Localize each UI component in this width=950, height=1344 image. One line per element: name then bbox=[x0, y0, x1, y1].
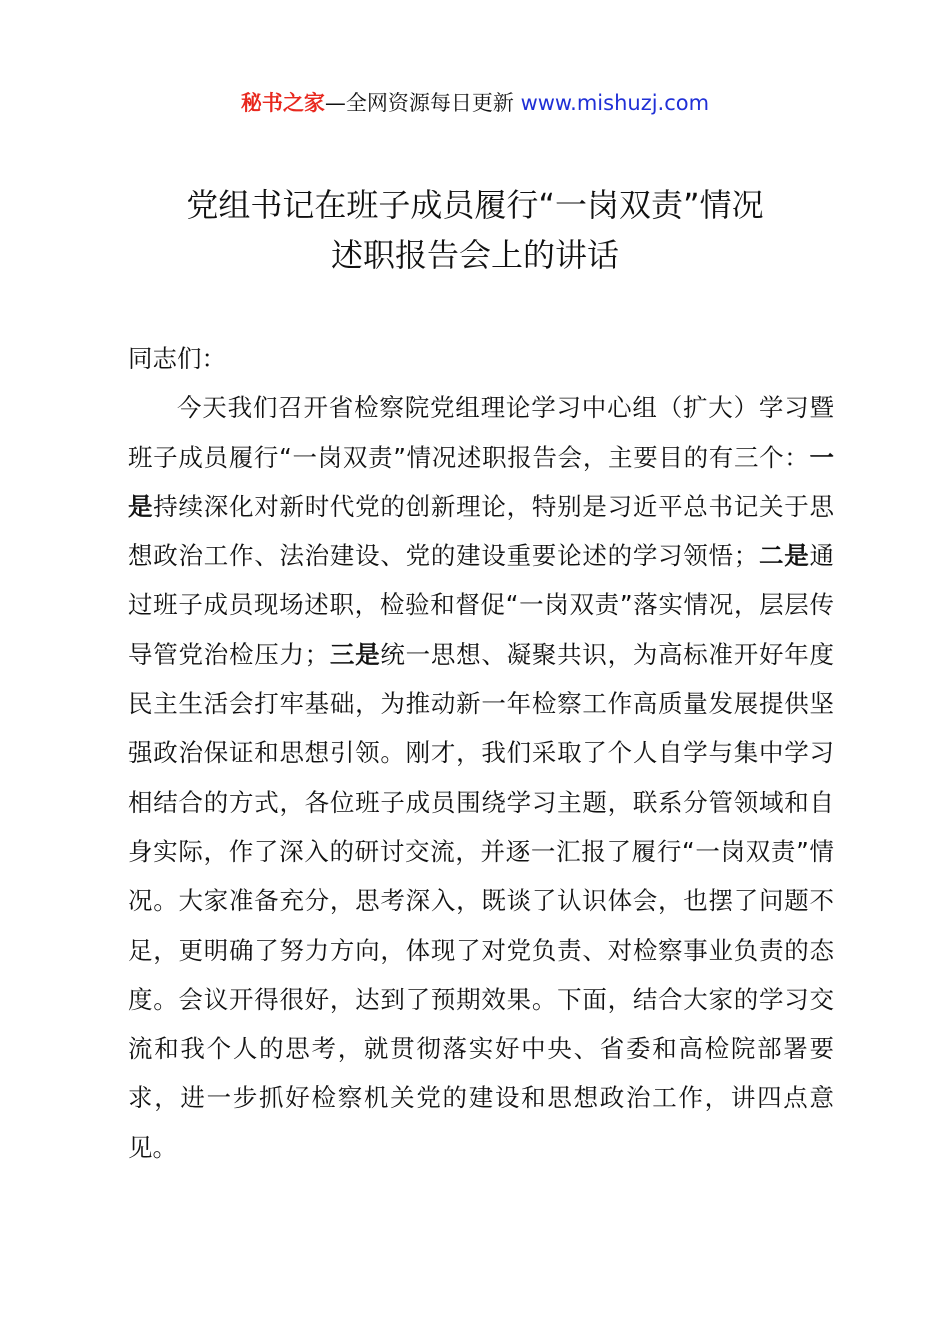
site-brand: 秘书之家 bbox=[240, 91, 325, 115]
point-one-marker: 一是 bbox=[128, 442, 834, 521]
site-header bbox=[0, 88, 950, 118]
site-url-link[interactable]: www.mishuzj.com bbox=[520, 91, 710, 115]
document-title bbox=[80, 180, 870, 280]
salutation: 同志们： bbox=[128, 344, 226, 373]
site-tagline: —全网资源每日更新 bbox=[324, 91, 521, 115]
point-two-marker: 二是 bbox=[758, 541, 810, 571]
title-line-2: 述职报告会上的讲话 bbox=[330, 236, 619, 274]
body-paragraph bbox=[128, 383, 834, 1172]
paragraph-segment-4: 统一思想、凝聚共识，为高标准开好年度民主生活会打牢基础，为推动新一年检察工作高质量发展提供坚强政治保证和思想引领。刚才，我们采取了个人自学与集中学习相结合的方式，各位班子成员围绕学习主题，联系分管领域和自身实际，作了深入的研讨交流，并逐一汇报了履行“一岗双责”情况。大家准备充分，思考深入，既谈了认识体会，也摆了问题不足，更明确了努力方向，体现了对党负责、对检察事业负责的态度。会议开得很好，达到了预期效果。下面，结合大家的学习交流和我个人的思考，就贯彻落实好中央、省委和高检院部署要求，进一步抓好检察机关党的建设和思想政治工作，讲四点意见。 bbox=[128, 639, 835, 1162]
paragraph-segment-2: 持续深化对新时代党的创新理论，特别是习近平总书记关于思想政治工作、法治建设、党的建设重要论述的学习领悟； bbox=[128, 491, 835, 571]
title-line-1: 党组书记在班子成员履行“一岗双责”情况 bbox=[186, 186, 764, 224]
paragraph-segment-1: 今天我们召开省检察院党组理论学习中心组（扩大）学习暨班子成员履行“一岗双责”情况述职报告会，主要目的有三个： bbox=[128, 393, 834, 472]
point-three-marker: 三是 bbox=[329, 639, 381, 669]
paragraph-segment-3: 通过班子成员现场述职，检验和督促“一岗双责”落实情况，层层传导管党治检压力； bbox=[128, 541, 835, 669]
document-body bbox=[128, 334, 834, 1172]
